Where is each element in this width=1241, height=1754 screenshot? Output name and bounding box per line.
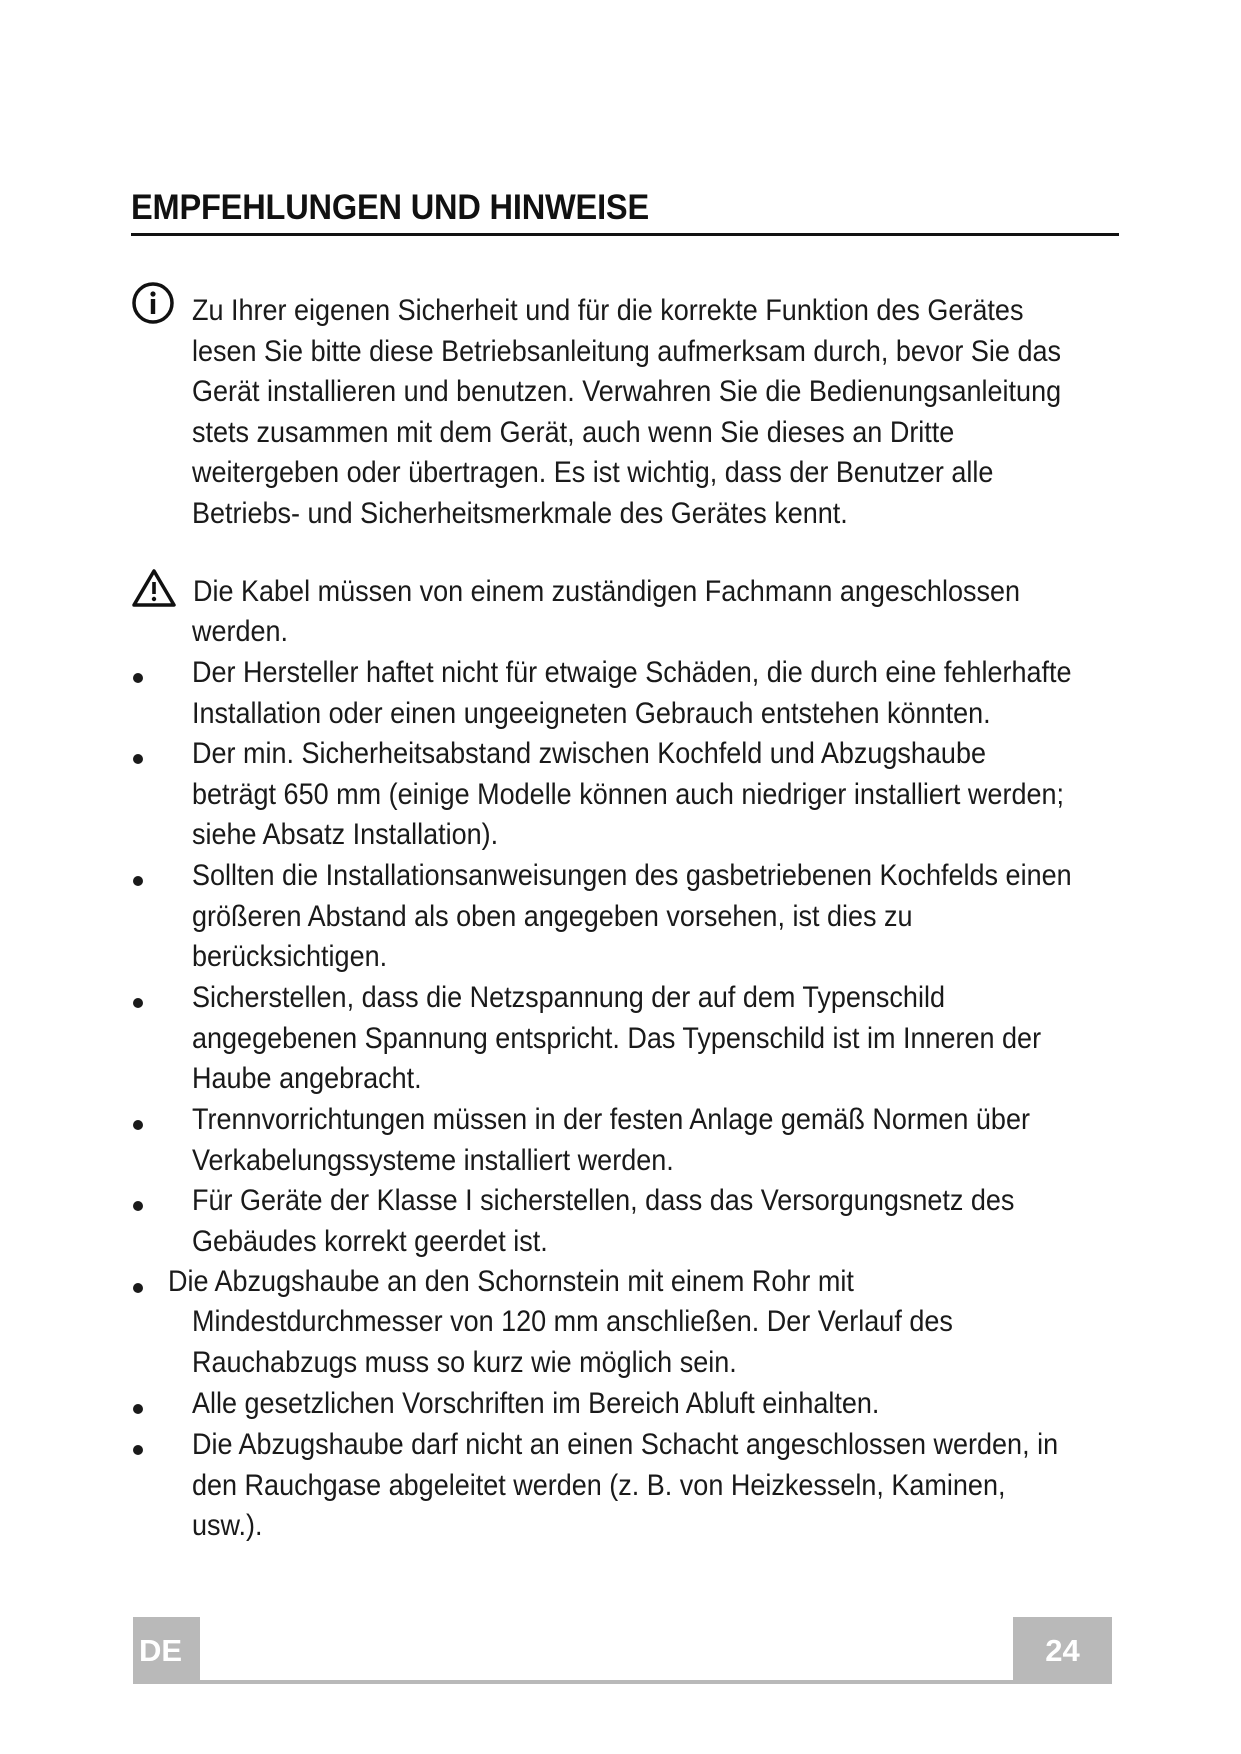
list-item-line: siehe Absatz Installation). [192, 818, 499, 851]
bullet-dot [133, 1283, 143, 1293]
list-item-line: Gebäudes korrekt geerdet ist. [192, 1224, 548, 1258]
warning-paragraph [193, 572, 1020, 613]
list-item-line: Trennvorrichtungen müssen in der festen Anlage gemäß Normen über [192, 1103, 1030, 1136]
info-line: weitergeben oder übertragen. Es ist wichtig, dass der Benutzer alle [192, 456, 994, 489]
warning-triangle-icon [131, 568, 177, 613]
title-underline [131, 233, 1119, 236]
list-item-line: Installation oder einen ungeeigneten Gebrauch entstehen könnten. [192, 696, 991, 730]
list-item [192, 734, 1064, 856]
list-item-continued [192, 1302, 953, 1383]
page-title: EMPFEHLUNGEN UND HINWEISE [131, 188, 649, 227]
list-item [192, 856, 1072, 978]
list-item-line: berücksichtigen. [192, 940, 388, 973]
list-item [168, 1262, 854, 1303]
bullet-dot [133, 998, 143, 1008]
list-item [192, 1425, 1058, 1547]
info-line: Betriebs- und Sicherheitsmerkmale des Gerätes kennt. [192, 496, 848, 530]
list-item-line: den Rauchgase abgeleitet werden (z. B. von Heizkesseln, Kaminen, [192, 1468, 1006, 1502]
list-item-line: Haube angebracht. [192, 1062, 422, 1095]
footer-rule [133, 1680, 1112, 1684]
list-item-line: Der min. Sicherheitsabstand zwischen Kochfeld und Abzugshaube [192, 737, 986, 770]
list-item [192, 1384, 879, 1425]
info-line: lesen Sie bitte diese Betriebsanleitung aufmerksam durch, bevor Sie das [192, 334, 1061, 368]
list-item-line: Die Abzugshaube darf nicht an einen Schacht angeschlossen werden, in [192, 1428, 1059, 1461]
info-line: stets zusammen mit dem Gerät, auch wenn Sie dieses an Dritte [192, 415, 955, 449]
list-item-line: Alle gesetzlichen Vorschriften im Bereich Abluft einhalten. [192, 1387, 880, 1420]
list-item-line: angegebenen Spannung entspricht. Das Typenschild ist im Inneren der [192, 1021, 1042, 1055]
bullet-dot [133, 673, 143, 683]
list-item-line: Rauchabzugs muss so kurz wie möglich sein. [192, 1345, 737, 1379]
info-circle-icon [131, 281, 175, 330]
list-item-line: Sollten die Installationsanweisungen des gasbetriebenen Kochfelds einen [192, 859, 1072, 892]
warning-line: Die Kabel müssen von einem zuständigen Fachmann angeschlossen [193, 575, 1021, 608]
list-item [192, 1100, 1030, 1181]
footer-language-label: DE [133, 1617, 200, 1684]
bullet-dot [133, 1201, 143, 1211]
list-item-line: usw.). [192, 1509, 263, 1542]
bullet-dot [133, 876, 143, 886]
list-item-line: größeren Abstand als oben angegeben vorsehen, ist dies zu [192, 899, 913, 933]
list-item [192, 1181, 1014, 1262]
list-item-line: Verkabelungssysteme installiert werden. [192, 1143, 674, 1177]
bullet-dot [133, 1404, 143, 1414]
info-paragraph [192, 291, 1061, 534]
list-item [192, 653, 1072, 734]
list-item-line: Für Geräte der Klasse I sicherstellen, dass das Versorgungsnetz des [192, 1184, 1015, 1217]
bullet-dot [133, 754, 143, 764]
list-item-line: Die Abzugshaube an den Schornstein mit einem Rohr mit [168, 1265, 854, 1298]
list-item [192, 978, 1041, 1100]
list-item-line: beträgt 650 mm (einige Modelle können auch niedriger installiert werden; [192, 777, 1065, 811]
page-number: 24 [1013, 1617, 1112, 1684]
info-line: Zu Ihrer eigenen Sicherheit und für die korrekte Funktion des Gerätes [192, 294, 1024, 327]
list-item-line: Mindestdurchmesser von 120 mm anschließen. Der Verlauf des [192, 1305, 953, 1338]
bullet-dot [133, 1120, 143, 1130]
bullet-dot [133, 1445, 143, 1455]
list-item-line: Der Hersteller haftet nicht für etwaige Schäden, die durch eine fehlerhafte [192, 656, 1072, 689]
warning-paragraph-continued [192, 612, 288, 653]
info-line: Gerät installieren und benutzen. Verwahren Sie die Bedienungsanleitung [192, 375, 1062, 408]
warning-line: werden. [192, 615, 289, 648]
list-item-line: Sicherstellen, dass die Netzspannung der auf dem Typenschild [192, 981, 945, 1014]
